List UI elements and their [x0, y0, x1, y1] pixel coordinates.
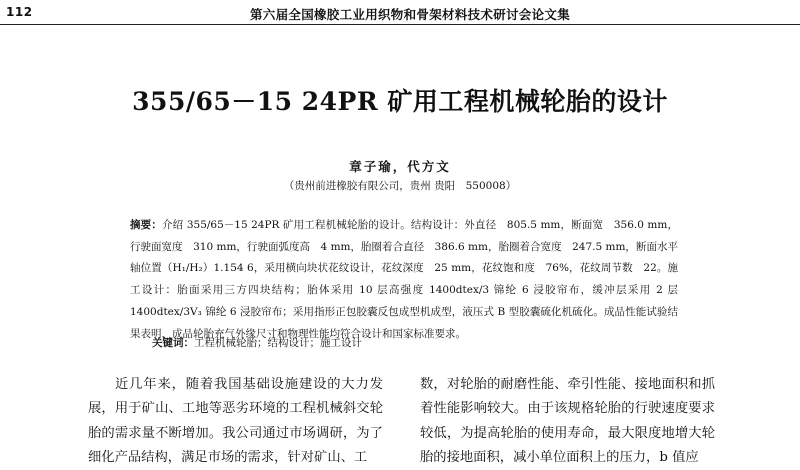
paper-title: 355/65－15 24PR 矿用工程机械轮胎的设计 — [132, 87, 668, 116]
keywords-text: 工程机械轮胎；结构设计；施工设计 — [194, 337, 362, 349]
keywords — [152, 335, 672, 350]
header-rule — [0, 24, 800, 25]
page-number: 112 — [6, 5, 33, 19]
running-head: 第六届全国橡胶工业用织物和骨架材料技术研讨会论文集 — [250, 7, 571, 22]
abstract-text: 介绍 355/65－15 24PR 矿用工程机械轮胎的设计。结构设计：外直径 805.5 mm，断面宽 356.0 mm，行驶面宽度 310 mm，行驶面弧度高 4 mm，胎圈着合直径 386.6 mm，胎圈着合宽度 247.5 mm，断面水平轴位置（H₁/H₂）1.154 6，采用横向块状花纹设计，花纹深度 25 mm，花纹饱和度 76%，花纹周节数 22。施工设计：胎面采用三方四块结构；胎体采用 10 层高强度 1400dtex/3 锦纶 6 浸胶帘布，缓冲层采用 2 层 1400dtex/3V₃ 锦纶 6 浸胶帘布；采用指形正包胶囊反包成型机成型，液压式 B 型胶囊硫化机硫化。成品性能试验结果表明，成品轮胎充气外缘尺寸和物理性能均符合设计和国家标准要求。 — [130, 219, 679, 340]
affiliation: （贵州前进橡胶有限公司，贵州 贵阳 550008） — [283, 180, 517, 192]
abstract — [130, 215, 678, 345]
body-right-column: 数，对轮胎的耐磨性能、牵引性能、接地面积和抓着性能影响较大。由于该规格轮胎的行驶速度要求较低，为提高轮胎的使用寿命，最大限度地增大轮胎的接地面积，减小单位面积上的压力，b 值应 — [420, 377, 715, 465]
authors: 章子瑜，代方文 — [349, 159, 451, 174]
body-left-column: 近几年来，随着我国基础设施建设的大力发展，用于矿山、工地等恶劣环境的工程机械斜交轮胎的需求量不断增加。我公司通过市场调研，为了细化产品结构，满足市场的需求，针对矿山、工 — [88, 377, 383, 465]
abstract-label: 摘要： — [130, 219, 162, 231]
page-header — [0, 0, 800, 30]
keywords-label: 关键词： — [152, 337, 194, 349]
